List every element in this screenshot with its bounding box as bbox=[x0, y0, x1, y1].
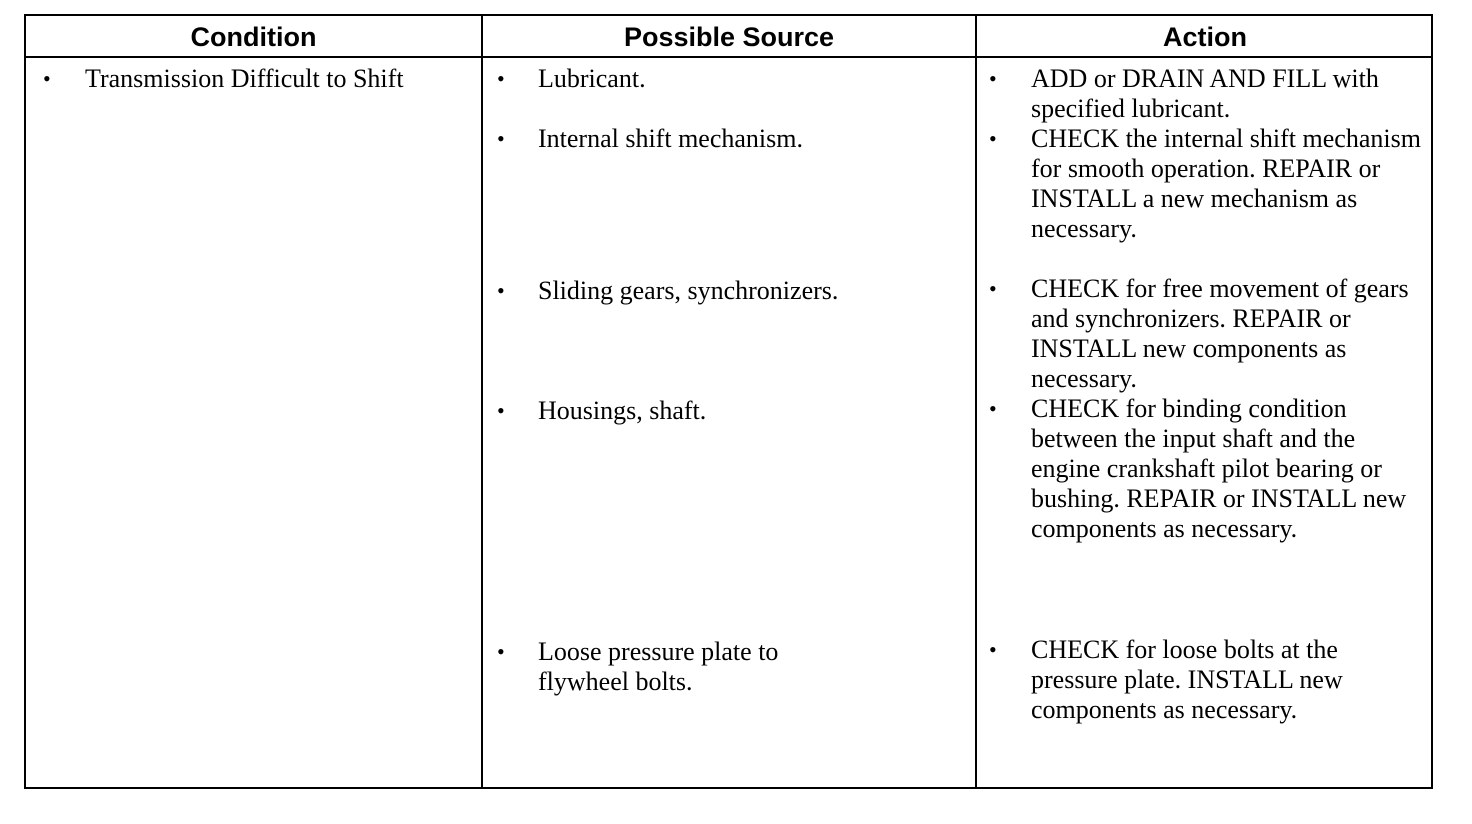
bullet: • bbox=[989, 637, 997, 662]
bullet: • bbox=[43, 66, 51, 91]
bullet: • bbox=[989, 396, 997, 421]
source-item: Lubricant. bbox=[538, 64, 646, 93]
column-divider bbox=[481, 16, 483, 787]
header-action: Action bbox=[1163, 22, 1247, 52]
condition-text: Transmission Difficult to Shift bbox=[85, 64, 404, 93]
bullet: • bbox=[989, 276, 997, 301]
bullet: • bbox=[497, 66, 505, 91]
source-item: Sliding gears, synchronizers. bbox=[538, 276, 839, 305]
bullet: • bbox=[497, 278, 505, 303]
action-item: ADD or DRAIN AND FILL with specified lubricant. bbox=[1031, 64, 1379, 123]
bullet: • bbox=[989, 126, 997, 151]
action-item: CHECK for binding condition between the input shaft and the engine crankshaft pilot bearing or bushing. REPAIR or INSTALL new components as necessary. bbox=[1031, 394, 1407, 543]
header-divider bbox=[26, 56, 1431, 58]
bullet: • bbox=[989, 66, 997, 91]
action-item: CHECK for free movement of gears and synchronizers. REPAIR or INSTALL new components as necessary. bbox=[1031, 274, 1409, 393]
column-divider bbox=[975, 16, 977, 787]
header-possible-source: Possible Source bbox=[623, 22, 835, 52]
bullet: • bbox=[497, 639, 505, 664]
bullet: • bbox=[497, 126, 505, 151]
header-condition: Condition bbox=[190, 22, 317, 52]
source-item: Internal shift mechanism. bbox=[538, 124, 803, 153]
source-item: Housings, shaft. bbox=[538, 396, 707, 425]
action-item: CHECK for loose bolts at the pressure plate. INSTALL new components as necessary. bbox=[1031, 635, 1343, 724]
bullet: • bbox=[497, 398, 505, 423]
diagnosis-table bbox=[24, 14, 1433, 789]
action-item: CHECK the internal shift mechanism for smooth operation. REPAIR or INSTALL a new mechanism as necessary. bbox=[1031, 124, 1421, 243]
source-item: Loose pressure plate to flywheel bolts. bbox=[538, 637, 779, 696]
